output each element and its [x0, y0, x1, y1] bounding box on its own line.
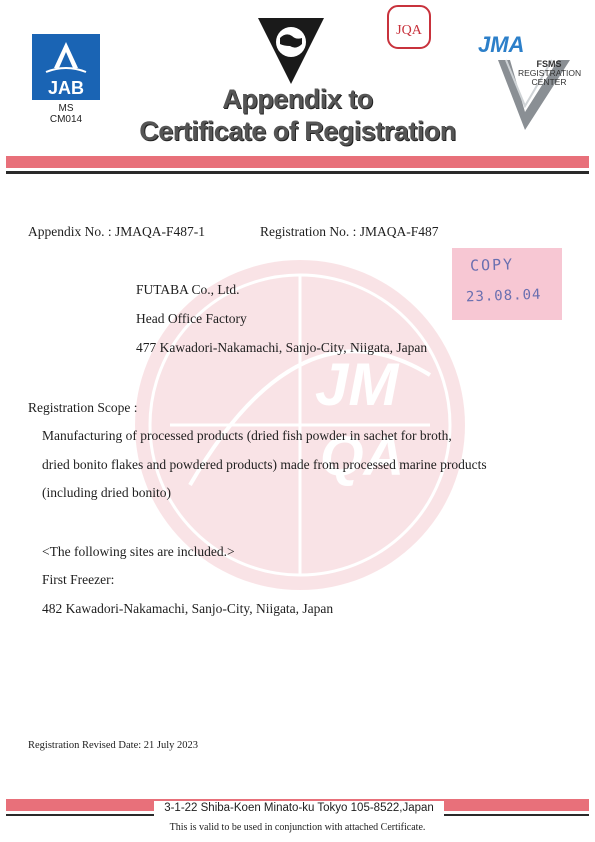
stamp-copy-text: COPY: [469, 255, 515, 275]
jab-logo-text: JAB: [47, 78, 85, 98]
jqa-seal-icon: [386, 4, 432, 50]
footer-note: This is valid to be used in conjunction with attached Certificate.: [169, 822, 426, 833]
appendix-number: Appendix No. : JMAQA-F487-1: [28, 224, 205, 239]
company-name: FUTABA Co., Ltd.: [136, 282, 240, 297]
stamp-date-text: 23.08.04: [465, 286, 542, 306]
site-name: First Freezer:: [42, 572, 115, 587]
scope-line-3: (including dried bonito): [42, 485, 171, 500]
header-rule: [6, 171, 589, 174]
title-line-1: Appendix to: [222, 84, 373, 114]
title-line-2: Certificate of Registration: [139, 116, 456, 146]
sites-note: <The following sites are included.>: [42, 544, 235, 559]
jma-logo-text: JMA: [478, 32, 525, 57]
footer-address: 3-1-22 Shiba-Koen Minato-ku Tokyo 105-8522,Japan: [164, 802, 434, 814]
scope-line-1: Manufacturing of processed products (dried fish powder in sachet for broth,: [42, 428, 452, 443]
watermark-text-2: QA: [320, 424, 404, 487]
watermark-text-1: JM: [315, 351, 399, 418]
header-band: [6, 156, 589, 168]
scope-line-2: dried bonito flakes and powdered products) made from processed marine products: [42, 457, 487, 472]
center-label: CENTER: [531, 77, 567, 87]
fsms-label: FSMS: [536, 59, 562, 69]
company-address: 477 Kawadori-Nakamachi, Sanjo-City, Niigata, Japan: [136, 340, 428, 355]
site-address: 482 Kawadori-Nakamachi, Sanjo-City, Niigata, Japan: [42, 601, 334, 616]
scope-label: Registration Scope :: [28, 400, 138, 415]
fsms-registration-label: [518, 60, 580, 87]
seal-text: JQA: [396, 23, 422, 38]
registration-label: REGISTRATION: [518, 68, 582, 78]
registration-number: Registration No. : JMAQA-F487: [260, 224, 439, 239]
globe-triangle-icon: [256, 16, 326, 86]
jab-ms: MS: [58, 103, 74, 114]
revised-date: Registration Revised Date: 21 July 2023: [28, 740, 199, 751]
office-name: Head Office Factory: [136, 311, 247, 326]
jab-code: CM014: [49, 114, 83, 125]
